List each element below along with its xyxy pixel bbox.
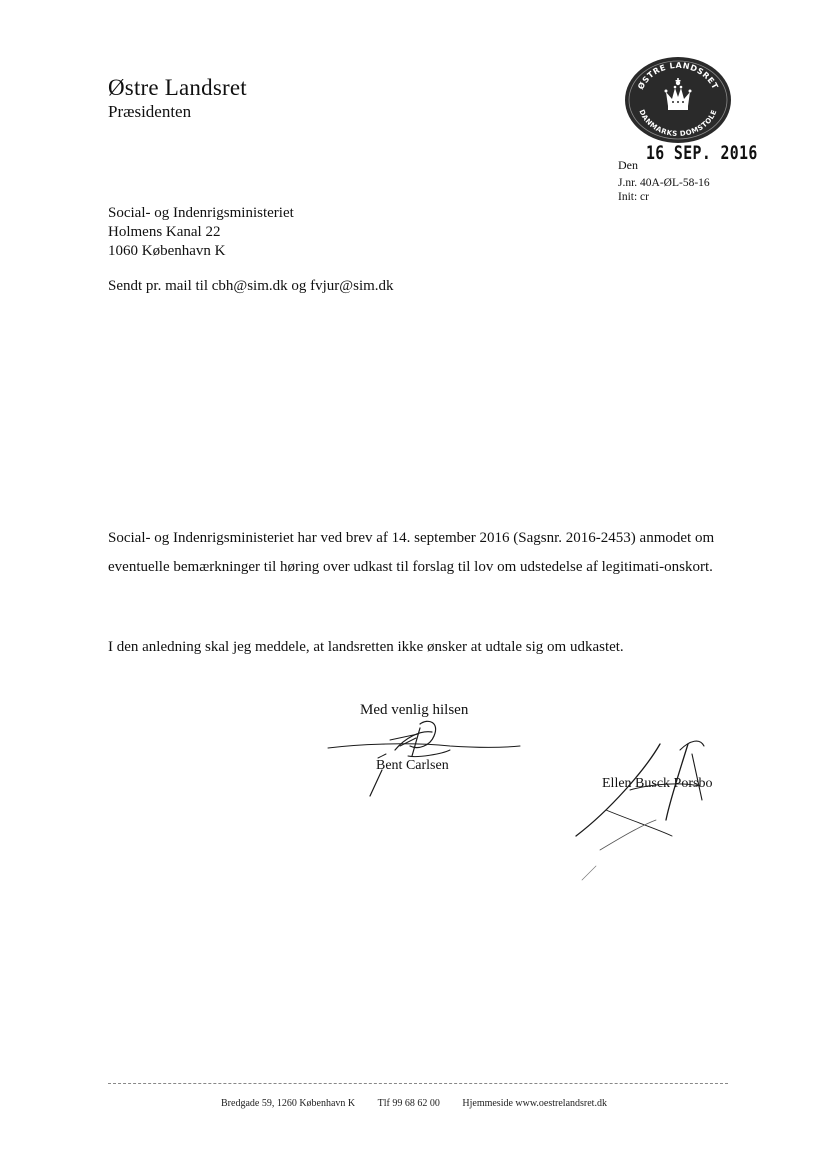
- initials: Init: cr: [618, 191, 649, 203]
- body-paragraph-2: I den anledning skal jeg meddele, at landsretten ikke ønsker at udtale sig om udkastet.: [108, 639, 624, 655]
- footer-address: Bredgade 59, 1260 København K: [221, 1098, 356, 1109]
- closing-salutation: Med venlig hilsen: [360, 702, 469, 718]
- journal-number: J.nr. 40A-ØL-58-16: [618, 177, 710, 189]
- seal-top-text: ØSTRE LANDSRET: [636, 60, 720, 91]
- court-name: Østre Landsret: [108, 75, 247, 100]
- handwritten-signatures: [300, 710, 760, 900]
- recipient-address: [108, 204, 294, 261]
- footer: [0, 1098, 828, 1109]
- date-stamp: 16 SEP. 2016: [646, 142, 758, 164]
- body-paragraph-1: Social- og Indenrigsministeriet har ved brev af 14. september 2016 (Sagsnr. 2016-2453) anmodet om eventuelle bemærkninger til høring over udkast til forslag til lov om udstedelse af legitimati-onskort.: [108, 530, 715, 575]
- court-seal-icon: [624, 56, 732, 144]
- reference-block: [618, 176, 710, 204]
- footer-phone: Tlf 99 68 62 00: [377, 1098, 440, 1109]
- recipient-line-2: Holmens Kanal 22: [108, 224, 221, 240]
- court-unit: Præsidenten: [108, 102, 192, 121]
- footer-divider: [108, 1083, 728, 1084]
- signer-1-name: Bent Carlsen: [376, 758, 449, 773]
- date-row: [618, 142, 758, 170]
- recipient-line-1: Social- og Indenrigsministeriet: [108, 205, 294, 221]
- recipient-line-3: 1060 København K: [108, 243, 226, 259]
- sent-note: Sendt pr. mail til cbh@sim.dk og fvjur@sim.dk: [108, 278, 394, 294]
- date-label: Den: [618, 158, 638, 172]
- seal-bottom-text: DANMARKS DOMSTOLE: [637, 108, 719, 139]
- signer-2-name: Ellen Busck Porsbo: [602, 776, 713, 791]
- footer-website: Hjemmeside www.oestrelandsret.dk: [462, 1098, 607, 1109]
